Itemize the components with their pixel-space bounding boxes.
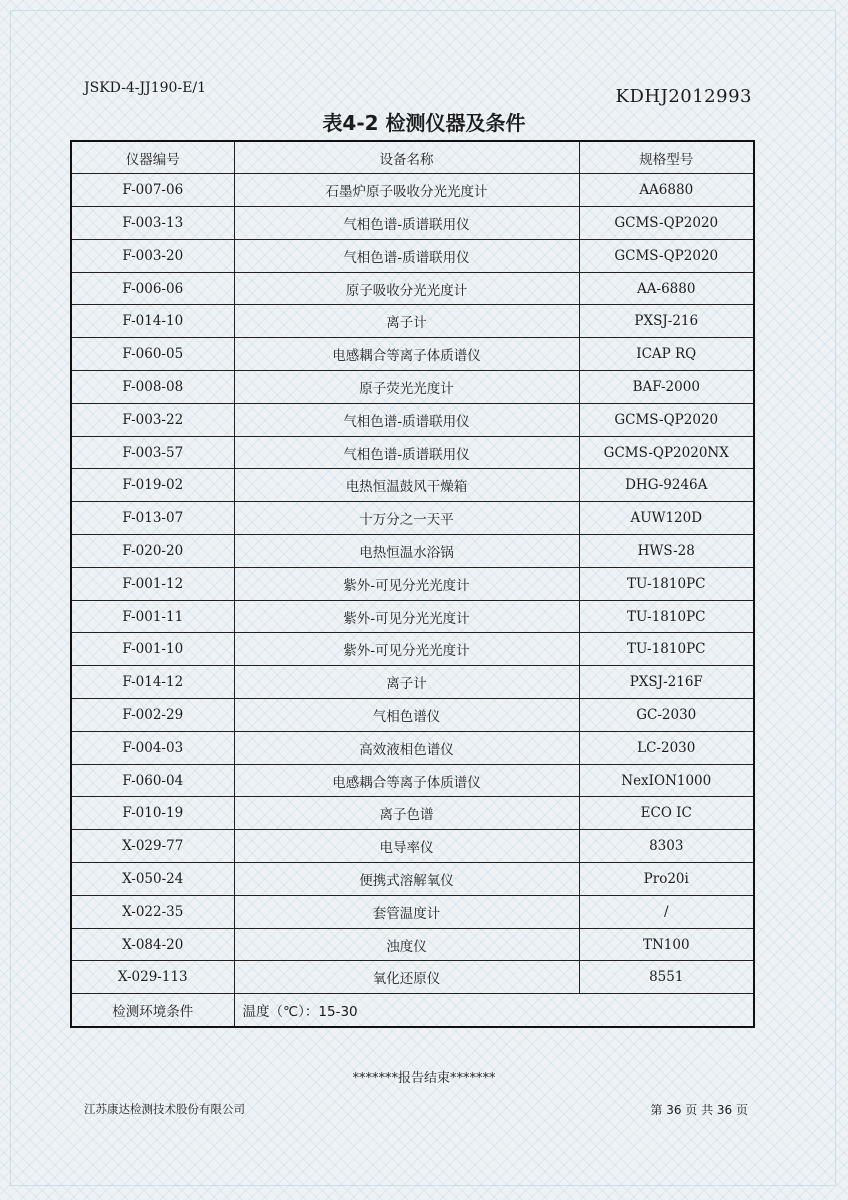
- table-row: [71, 338, 754, 371]
- table-row: [71, 731, 754, 764]
- instrument-id-cell: X-084-20: [71, 928, 234, 961]
- table-row: [71, 961, 754, 994]
- instrument-id-cell: F-014-12: [71, 666, 234, 699]
- environment-label: 检测环境条件: [71, 994, 234, 1027]
- device-name-cell: 气相色谱-质谱联用仪: [234, 436, 579, 469]
- table-row: [71, 239, 754, 272]
- instrument-id-cell: X-029-77: [71, 830, 234, 863]
- model-cell: PXSJ-216F: [579, 666, 754, 699]
- model-cell: 8303: [579, 830, 754, 863]
- model-cell: AA6880: [579, 174, 754, 207]
- instrument-id-cell: F-060-04: [71, 764, 234, 797]
- report-end-mark: *******报告结束*******: [352, 1071, 496, 1086]
- device-name-cell: 气相色谱仪: [234, 699, 579, 732]
- device-name-cell: 十万分之一天平: [234, 502, 579, 535]
- instrument-id-cell: F-060-05: [71, 338, 234, 371]
- instrument-id-cell: F-003-22: [71, 403, 234, 436]
- model-cell: GCMS-QP2020NX: [579, 436, 754, 469]
- device-name-cell: 离子色谱: [234, 797, 579, 830]
- model-cell: AA-6880: [579, 272, 754, 305]
- table-row: [71, 502, 754, 535]
- environment-row: [71, 994, 754, 1027]
- table-row: [71, 535, 754, 568]
- table-title: 表4-2 检测仪器及条件: [322, 111, 526, 135]
- device-name-cell: 气相色谱-质谱联用仪: [234, 403, 579, 436]
- device-name-cell: 紫外-可见分光光度计: [234, 633, 579, 666]
- model-cell: BAF-2000: [579, 371, 754, 404]
- column-header-model: 规格型号: [579, 141, 754, 174]
- table-row: [71, 174, 754, 207]
- device-name-cell: 离子计: [234, 666, 579, 699]
- instrument-id-cell: F-008-08: [71, 371, 234, 404]
- environment-value: 温度（℃）：15-30: [234, 994, 754, 1027]
- instrument-id-cell: F-003-13: [71, 207, 234, 240]
- device-name-cell: 电感耦合等离子体质谱仪: [234, 764, 579, 797]
- instrument-id-cell: F-003-20: [71, 239, 234, 272]
- model-cell: TU-1810PC: [579, 633, 754, 666]
- model-cell: HWS-28: [579, 535, 754, 568]
- company-name: 江苏康达检测技术股份有限公司: [84, 1102, 245, 1116]
- device-name-cell: 电热恒温鼓风干燥箱: [234, 469, 579, 502]
- device-name-cell: 紫外-可见分光光度计: [234, 567, 579, 600]
- model-cell: TN100: [579, 928, 754, 961]
- table-row: [71, 863, 754, 896]
- model-cell: GC-2030: [579, 699, 754, 732]
- instrument-id-cell: F-001-11: [71, 600, 234, 633]
- table-row: [71, 272, 754, 305]
- model-cell: 8551: [579, 961, 754, 994]
- instrument-id-cell: F-020-20: [71, 535, 234, 568]
- model-cell: AUW120D: [579, 502, 754, 535]
- report-number: KDHJ2012993: [615, 86, 752, 107]
- device-name-cell: 气相色谱-质谱联用仪: [234, 239, 579, 272]
- instrument-id-cell: F-006-06: [71, 272, 234, 305]
- table-row: [71, 305, 754, 338]
- device-name-cell: 电热恒温水浴锅: [234, 535, 579, 568]
- instrument-id-cell: F-007-06: [71, 174, 234, 207]
- device-name-cell: 石墨炉原子吸收分光光度计: [234, 174, 579, 207]
- device-name-cell: 高效液相色谱仪: [234, 731, 579, 764]
- device-name-cell: 电感耦合等离子体质谱仪: [234, 338, 579, 371]
- model-cell: DHG-9246A: [579, 469, 754, 502]
- instrument-id-cell: X-029-113: [71, 961, 234, 994]
- instrument-id-cell: X-050-24: [71, 863, 234, 896]
- instrument-id-cell: F-010-19: [71, 797, 234, 830]
- instrument-id-cell: X-022-35: [71, 895, 234, 928]
- table-row: [71, 371, 754, 404]
- model-cell: NexION1000: [579, 764, 754, 797]
- device-name-cell: 氧化还原仪: [234, 961, 579, 994]
- instrument-id-cell: F-019-02: [71, 469, 234, 502]
- device-name-cell: 离子计: [234, 305, 579, 338]
- table-row: [71, 600, 754, 633]
- model-cell: GCMS-QP2020: [579, 207, 754, 240]
- instrument-id-cell: F-001-12: [71, 567, 234, 600]
- table-row: [71, 895, 754, 928]
- model-cell: TU-1810PC: [579, 567, 754, 600]
- model-cell: TU-1810PC: [579, 600, 754, 633]
- instrument-id-cell: F-001-10: [71, 633, 234, 666]
- column-header-id: 仪器编号: [71, 141, 234, 174]
- model-cell: ECO IC: [579, 797, 754, 830]
- device-name-cell: 原子荧光光度计: [234, 371, 579, 404]
- instrument-table: [70, 140, 755, 1028]
- document-code: JSKD-4-JJ190-E/1: [84, 80, 207, 96]
- table-row: [71, 436, 754, 469]
- instrument-id-cell: F-003-57: [71, 436, 234, 469]
- device-name-cell: 浊度仪: [234, 928, 579, 961]
- model-cell: GCMS-QP2020: [579, 403, 754, 436]
- table-row: [71, 403, 754, 436]
- instrument-id-cell: F-014-10: [71, 305, 234, 338]
- table-row: [71, 633, 754, 666]
- device-name-cell: 电导率仪: [234, 830, 579, 863]
- model-cell: GCMS-QP2020: [579, 239, 754, 272]
- table-row: [71, 764, 754, 797]
- table-row: [71, 469, 754, 502]
- device-name-cell: 原子吸收分光光度计: [234, 272, 579, 305]
- device-name-cell: 紫外-可见分光光度计: [234, 600, 579, 633]
- device-name-cell: 便携式溶解氧仪: [234, 863, 579, 896]
- table-row: [71, 830, 754, 863]
- instrument-id-cell: F-013-07: [71, 502, 234, 535]
- table-row: [71, 666, 754, 699]
- page-number: 第 36 页 共 36 页: [650, 1103, 748, 1117]
- table-row: [71, 207, 754, 240]
- model-cell: PXSJ-216: [579, 305, 754, 338]
- table-row: [71, 699, 754, 732]
- table-row: [71, 928, 754, 961]
- model-cell: /: [579, 895, 754, 928]
- table-row: [71, 567, 754, 600]
- model-cell: ICAP RQ: [579, 338, 754, 371]
- device-name-cell: 气相色谱-质谱联用仪: [234, 207, 579, 240]
- column-header-name: 设备名称: [234, 141, 579, 174]
- instrument-id-cell: F-004-03: [71, 731, 234, 764]
- model-cell: Pro20i: [579, 863, 754, 896]
- table-row: [71, 797, 754, 830]
- instrument-id-cell: F-002-29: [71, 699, 234, 732]
- device-name-cell: 套管温度计: [234, 895, 579, 928]
- model-cell: LC-2030: [579, 731, 754, 764]
- table-header-row: [71, 141, 754, 174]
